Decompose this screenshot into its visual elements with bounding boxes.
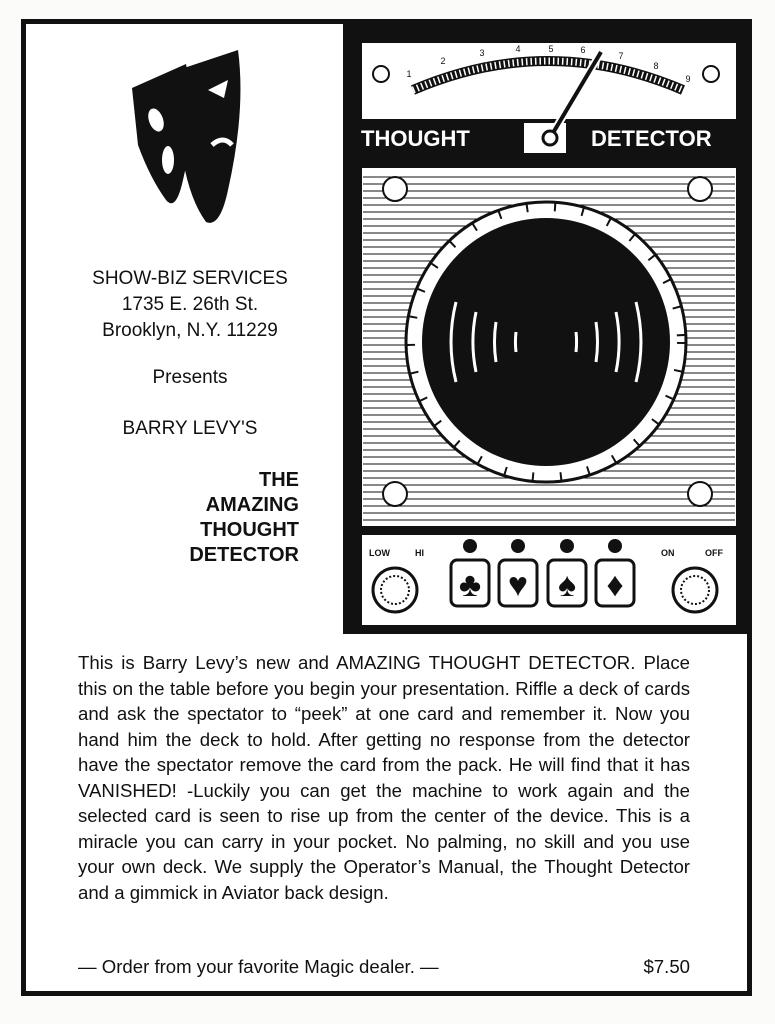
meter-screw-icon bbox=[373, 66, 389, 82]
dial-number: 3 bbox=[479, 48, 485, 58]
title-line: THE bbox=[259, 469, 299, 491]
price: $7.50 bbox=[643, 956, 690, 977]
author-name: BARRY LEVY'S bbox=[122, 418, 258, 439]
indicator-light-icon bbox=[608, 539, 622, 553]
order-line: — Order from your favorite Magic dealer. — bbox=[78, 956, 439, 977]
panel-screw-icon bbox=[383, 482, 407, 506]
title-line: THOUGHT bbox=[200, 519, 299, 541]
indicator-light-icon bbox=[511, 539, 525, 553]
company-street: 1735 E. 26th St. bbox=[121, 294, 259, 315]
dial-number: 4 bbox=[515, 44, 521, 54]
knob-low-label: LOW bbox=[369, 548, 390, 558]
panel-screw-icon bbox=[688, 177, 712, 201]
dial-number: 6 bbox=[580, 45, 586, 55]
meter-screw-icon bbox=[703, 66, 719, 82]
description-paragraph: This is Barry Levy’s new and AMAZING THOUGHT DETECTOR. Place this on the table before you begin your presentation. Riffle a deck of cards and ask the spectator to “peek” at one card and remember it. Now you hand him the deck to hold. After getting no response from the detector have the spectator remove the card from the pack. He will find that it has VANISHED! -Luckily you can get the machine to work again and the selected card is seen to rise up from the center of the device. This is a miracle you can carry in your pocket. No palming, no skill and you use your own deck. We supply the Operator’s Manual, the Thought Detector and a gimmick in Aviator back design. bbox=[78, 652, 690, 903]
indicator-light-icon bbox=[560, 539, 574, 553]
thought-detector-illustration bbox=[343, 22, 752, 634]
title-line: DETECTOR bbox=[189, 544, 299, 566]
club-suit-icon: ♣ bbox=[458, 566, 482, 604]
order-footer bbox=[78, 956, 690, 978]
knob-off-label: OFF bbox=[705, 548, 723, 558]
theater-masks-logo bbox=[128, 50, 243, 225]
dial-number: 2 bbox=[440, 56, 446, 66]
device-label-left: THOUGHT bbox=[361, 126, 470, 151]
dial-number: 5 bbox=[548, 44, 554, 54]
panel-screw-icon bbox=[383, 177, 407, 201]
diamond-suit-icon: ♦ bbox=[606, 566, 624, 604]
company-city: Brooklyn, N.Y. 11229 bbox=[102, 320, 278, 341]
device-label-right: DETECTOR bbox=[591, 126, 712, 151]
company-name: SHOW-BIZ SERVICES bbox=[92, 268, 288, 289]
dial-number: 1 bbox=[406, 69, 412, 79]
company-address bbox=[40, 266, 340, 344]
indicator-light-icon bbox=[463, 539, 477, 553]
heart-suit-icon: ♥ bbox=[507, 566, 529, 604]
knob-on-label: ON bbox=[661, 548, 675, 558]
presents-label: Presents bbox=[152, 367, 228, 388]
title-line: AMAZING bbox=[205, 494, 299, 516]
product-description bbox=[78, 650, 690, 905]
knob-hi-label: HI bbox=[415, 548, 424, 558]
spade-suit-icon: ♠ bbox=[557, 566, 577, 604]
dial-number: 7 bbox=[618, 51, 624, 61]
product-title bbox=[189, 468, 299, 568]
panel-screw-icon bbox=[688, 482, 712, 506]
dial-number: 9 bbox=[685, 74, 691, 84]
dial-number: 8 bbox=[653, 61, 659, 71]
